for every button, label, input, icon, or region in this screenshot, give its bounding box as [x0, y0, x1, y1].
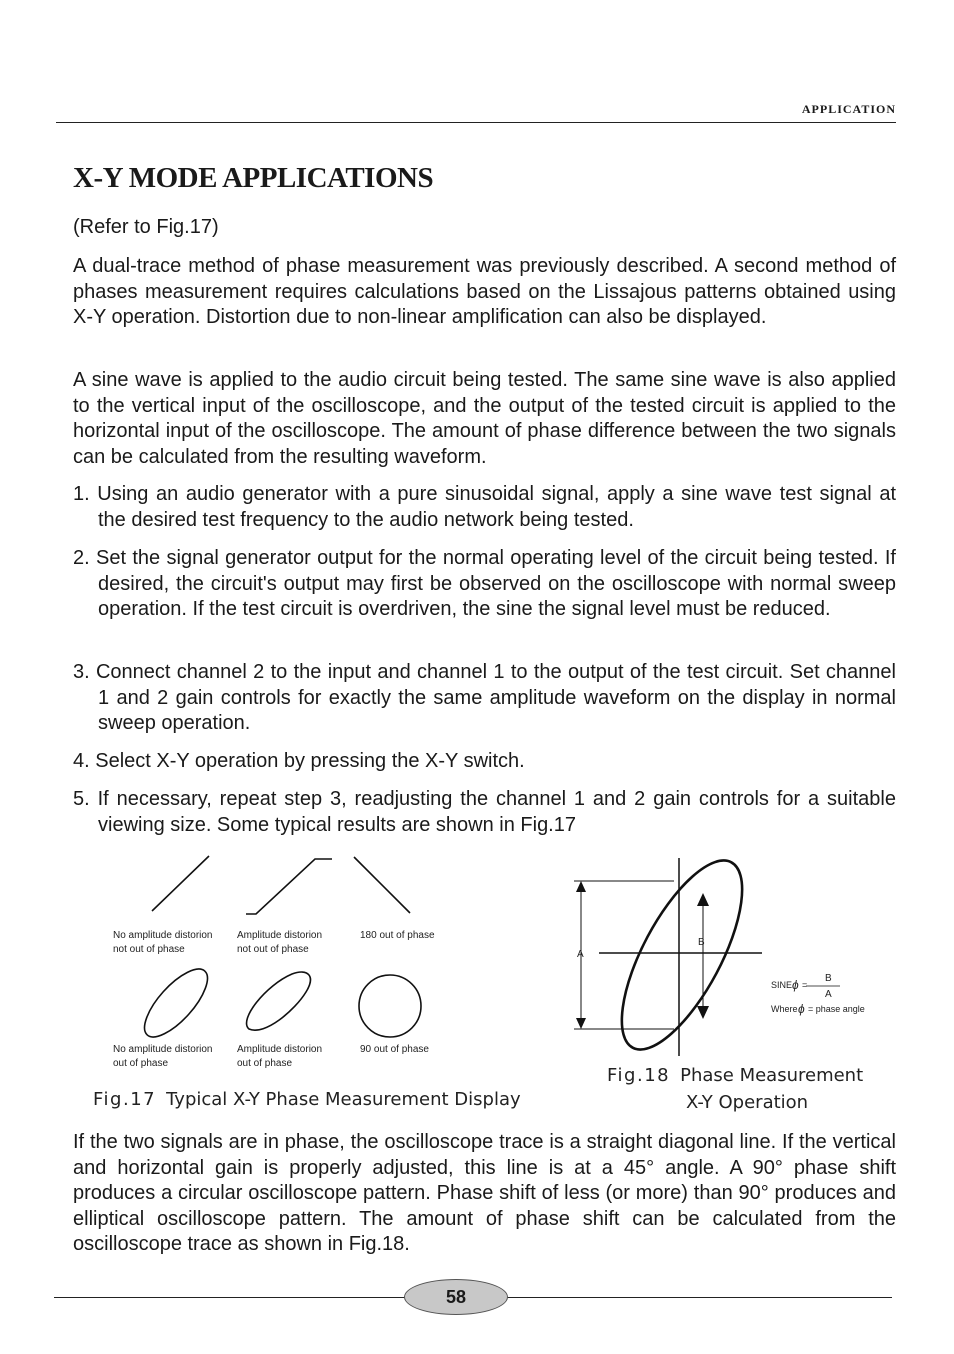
page-number: 58 [445, 1286, 467, 1307]
fig18-caption-line2: X-Y Operation [686, 1092, 809, 1113]
closing-paragraph: If the two signals are in phase, the oscilloscope trace is a straight diagonal line. If the vertical and horizontal gain is properly adjusted, this line is at a 45° angle. A 90° phase shift produces a circular oscilloscope pattern. Phase shift of less (or more) than 90° produces and elliptical oscilloscope pattern. The amount of phase shift can be calculated from the oscilloscope trace as shown in Fig.18. [73, 1131, 896, 1255]
formula-numerator: B [825, 973, 832, 984]
label-1-line1: No amplitude distorion [113, 930, 213, 941]
fig18-label-a: A [577, 949, 584, 960]
intro-paragraph-1: A dual-trace method of phase measurement was previously described. A second method of phases measurement requires calculations based on the Lissajous patterns obtained using X-Y operation. Distortion due to non-linear amplification can also be displayed. [73, 255, 896, 328]
label-5-line2: out of phase [237, 1058, 293, 1069]
label-2-line2: not out of phase [237, 944, 309, 955]
section-label: APPLICATION [801, 102, 896, 116]
label-2-line1: Amplitude distorion [237, 930, 323, 941]
fig18-caption-number: Fig.18 [607, 1065, 671, 1086]
refer-note: (Refer to Fig.17) [73, 216, 219, 238]
fig18-ellipse [598, 844, 765, 1066]
formula-where-rhs: = phase angle [808, 1004, 865, 1014]
footer-rule-left [54, 1297, 406, 1298]
footer-rule-right [506, 1297, 892, 1298]
step-3: 3. Connect channel 2 to the input and channel 1 to the output of the test circuit. Set channel 1 and 2 gain controls for exactly the same amplitude waveform on the display in normal sweep operation. [73, 661, 896, 734]
label-5-line1: Amplitude distorion [237, 1044, 323, 1055]
trace-90-phase-circle [359, 975, 421, 1037]
trace-ellipse-out-of-phase [135, 960, 218, 1047]
fig18-caption-line1: Phase Measurement [680, 1065, 864, 1086]
formula-denominator: A [825, 989, 832, 1000]
arrowhead-b-top [697, 893, 709, 906]
page-number-badge [404, 1279, 508, 1315]
formula-where: Where [771, 1004, 798, 1014]
label-6-line1: 90 out of phase [360, 1044, 429, 1055]
arrowhead-a-bottom [576, 1018, 586, 1029]
step-5: 5. If necessary, repeat step 3, readjusting the channel 1 and 2 gain controls for a suitable viewing size. Some typical results are shown in Fig.17 [73, 788, 896, 836]
fig18-caption [607, 1065, 863, 1086]
fig17-caption-text: Typical X-Y Phase Measurement Display [166, 1089, 521, 1110]
label-4-line1: No amplitude distorion [113, 1044, 213, 1055]
arrowhead-a-top [576, 881, 586, 892]
intro-paragraph-2: A sine wave is applied to the audio circuit being tested. The same sine wave is also applied to the vertical input of the oscilloscope, and the output of the tested circuit is applied to the horizontal input of the oscilloscope. The amount of phase difference between the two signals can be calculated from the resulting waveform. [73, 369, 896, 468]
step-1: 1. Using an audio generator with a pure sinusoidal signal, apply a sine wave test signal at the desired test frequency to the audio network being tested. [73, 483, 896, 531]
formula-equals: = [802, 980, 808, 990]
trace-distorted-ellipse [247, 972, 311, 1030]
formula-where-phi: ϕ [798, 1002, 805, 1016]
step-4: 4. Select X-Y operation by pressing the X-Y switch. [73, 750, 525, 772]
step-2: 2. Set the signal generator output for the normal operating level of the circuit being tested. If desired, the circuit's output may first be observed on the oscilloscope with normal sweep operation. If the test circuit is overdriven, the sine the signal level must be reduced. [73, 547, 896, 620]
formula-sine: SINE [771, 980, 793, 990]
trace-in-phase-line [152, 856, 209, 911]
trace-amplitude-distortion-line [246, 859, 332, 914]
fig17-caption [93, 1089, 521, 1110]
fig18-label-b: B [698, 937, 705, 948]
label-4-line2: out of phase [113, 1058, 169, 1069]
arrowhead-b-bottom [697, 1006, 709, 1019]
fig17-caption-number: Fig.17 [93, 1089, 157, 1110]
label-3-line1: 180 out of phase [360, 930, 435, 941]
label-1-line2: not out of phase [113, 944, 185, 955]
formula-phi-symbol: ϕ [792, 978, 799, 992]
page-title: X-Y MODE APPLICATIONS [73, 162, 434, 194]
trace-180-phase-line [354, 857, 410, 913]
